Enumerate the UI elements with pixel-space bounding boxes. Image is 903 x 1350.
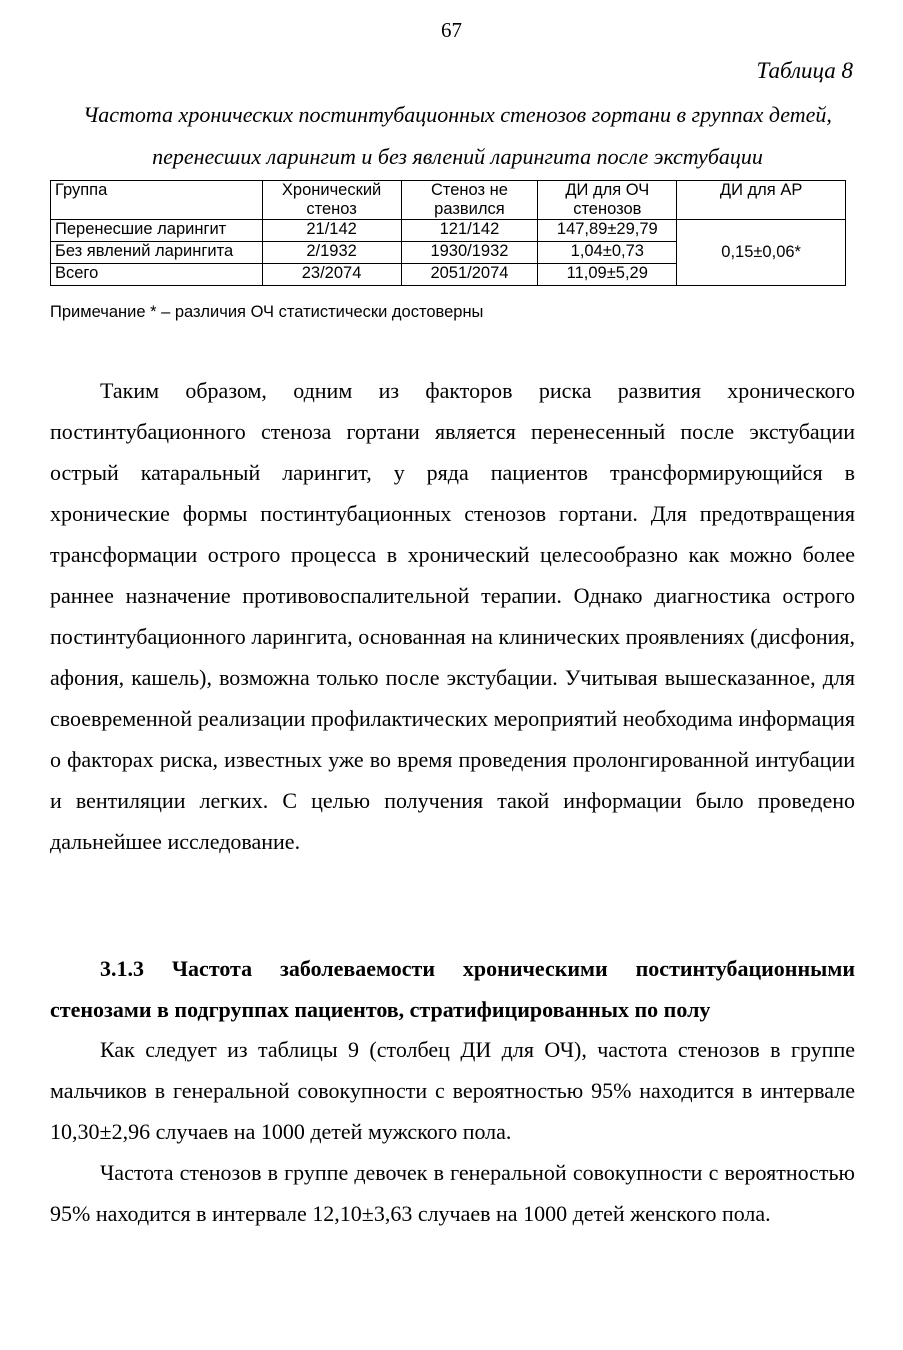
table-note: Примечание * – различия ОЧ статистически достоверны: [50, 303, 484, 321]
cell-ci-och: 1,04±0,73: [538, 242, 677, 264]
cell-no-stenosis: 121/142: [401, 220, 538, 242]
cell-no-stenosis: 2051/2074: [401, 264, 538, 286]
cell-group: Перенесшие ларингит: [51, 220, 263, 242]
header-group: Группа: [51, 181, 263, 220]
cell-ci-och: 11,09±5,29: [538, 264, 677, 286]
table-row: [51, 220, 846, 242]
table-caption: Частота хронических постинтубационных стенозов гортани в группах детей, перенесших ларингит и без явлений ларингита после экстубации: [83, 102, 832, 169]
cell-chronic: 21/142: [262, 220, 401, 242]
header-ci-ar: ДИ для AP: [677, 181, 846, 220]
cell-no-stenosis: 1930/1932: [401, 242, 538, 264]
cell-ci-ar: 0,15±0,06*: [677, 220, 846, 286]
cell-group: Без явлений ларингита: [51, 242, 263, 264]
cell-ci-och: 147,89±29,79: [538, 220, 677, 242]
header-chronic-stenosis: Хронический стеноз: [262, 181, 401, 220]
paragraph-girls: Частота стенозов в группе девочек в генеральной совокупности с вероятностью 95% находится в интервале 12,10±3,63 случаев на 1000 детей женского пола.: [50, 1160, 855, 1226]
header-no-stenosis: Стеноз не развился: [401, 181, 538, 220]
cell-chronic: 2/1932: [262, 242, 401, 264]
page-number: 67: [441, 18, 462, 42]
paragraph-conclusion: Таким образом, одним из факторов риска развития хронического постинтубационного стеноза гортани является перенесенный после экстубации острый катаральный ларингит, у ряда пациентов трансформирующийся в хронические формы постинтубационных стенозов гортани. Для предотвращения трансформации острого процесса в хронический целесообразно как можно более раннее назначение противовоспалительной терапии. Однако диагностика острого постинтубационного ларингита, основанная на клинических проявлениях (дисфония, афония, кашель), возможна только после экстубации. Учитывая вышесказанное, для своевременной реализации профилактических мероприятий необходима информация о факторах риска, известных уже во время проведения пролонгированной интубации и вентиляции легких. С целью получения такой информации было проведено дальнейшее исследование.: [50, 378, 855, 854]
paragraph-boys: Как следует из таблицы 9 (столбец ДИ для ОЧ), частота стенозов в группе мальчиков в генеральной совокупности с вероятностью 95% находится в интервале 10,30±2,96 случаев на 1000 детей мужского пола.: [50, 1037, 855, 1144]
section-heading: 3.1.3 Частота заболеваемости хроническими постинтубационными стенозами в подгруппах пациентов, стратифицированных по полу: [50, 956, 855, 1022]
table-label: Таблица 8: [756, 58, 853, 83]
header-ci-och: ДИ для ОЧ стенозов: [538, 181, 677, 220]
cell-group: Всего: [51, 264, 263, 286]
cell-chronic: 23/2074: [262, 264, 401, 286]
table-header-row: [51, 181, 846, 220]
stenosis-table: [50, 180, 846, 286]
